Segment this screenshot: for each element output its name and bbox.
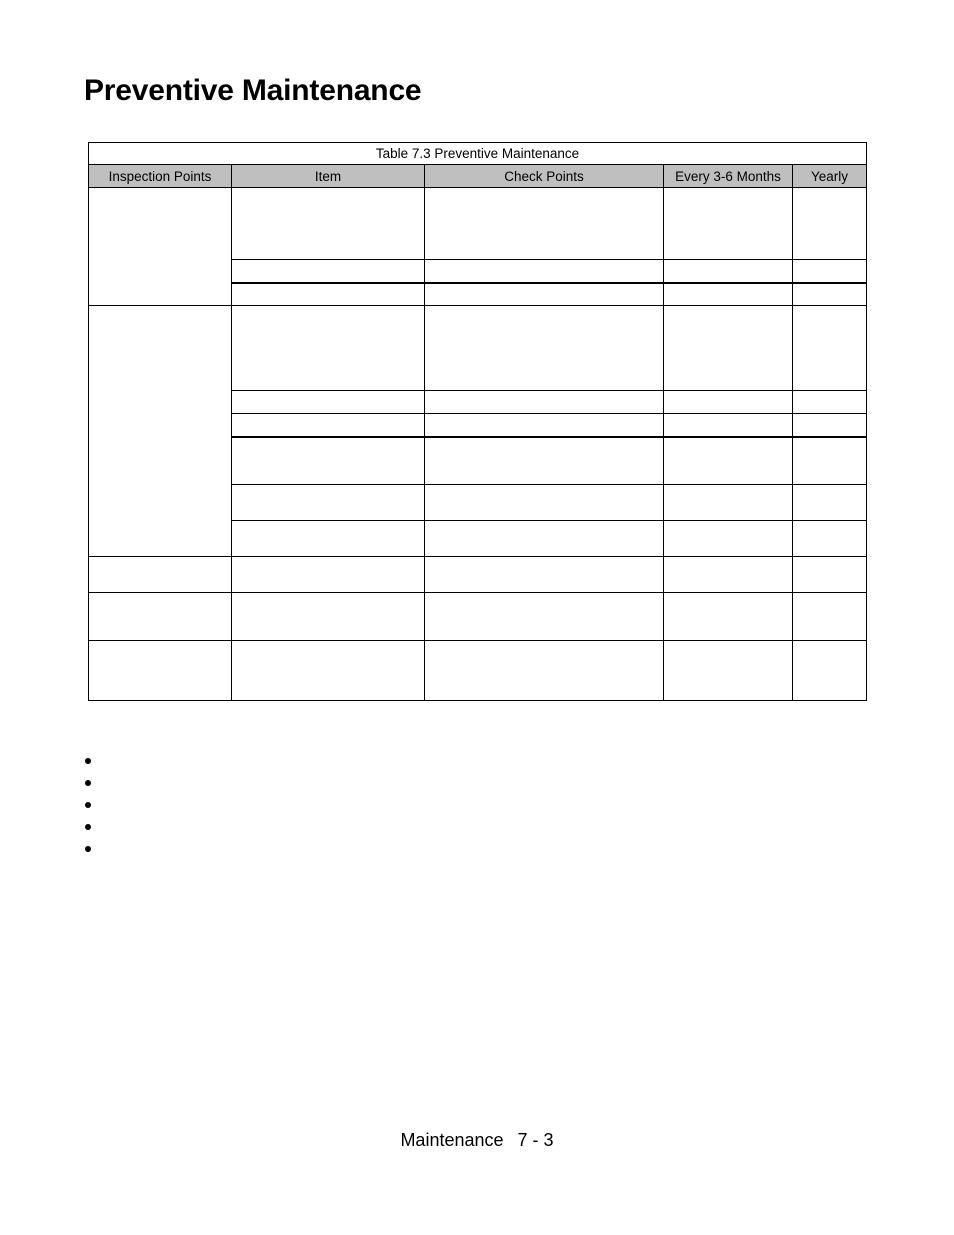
bullet-icon bbox=[85, 824, 91, 830]
table-row bbox=[89, 306, 867, 391]
table-row bbox=[89, 641, 867, 701]
table-cell bbox=[232, 521, 425, 557]
table-header-row bbox=[89, 165, 867, 188]
table-cell bbox=[232, 391, 425, 414]
table-cell bbox=[793, 188, 867, 260]
table-cell bbox=[664, 283, 793, 306]
header-every-3-6-months: Every 3-6 Months bbox=[664, 165, 793, 188]
list-item bbox=[84, 816, 104, 838]
bullet-icon bbox=[85, 802, 91, 808]
table-cell bbox=[664, 593, 793, 641]
table-cell bbox=[425, 391, 664, 414]
table-cell bbox=[232, 188, 425, 260]
table-cell bbox=[793, 306, 867, 391]
table-cell bbox=[425, 306, 664, 391]
table-cell bbox=[232, 641, 425, 701]
table-row bbox=[89, 557, 867, 593]
table-row bbox=[89, 188, 867, 260]
table-cell bbox=[232, 485, 425, 521]
page-footer bbox=[0, 1130, 954, 1151]
list-item bbox=[84, 772, 104, 794]
table-row bbox=[89, 593, 867, 641]
table-cell bbox=[664, 391, 793, 414]
table-cell bbox=[793, 391, 867, 414]
table-cell bbox=[664, 521, 793, 557]
table-cell bbox=[793, 260, 867, 283]
table-cell bbox=[664, 557, 793, 593]
table-cell bbox=[793, 557, 867, 593]
table-cell bbox=[664, 437, 793, 485]
table-cell bbox=[425, 283, 664, 306]
table-cell bbox=[664, 306, 793, 391]
table-cell bbox=[664, 641, 793, 701]
page-number: 7 - 3 bbox=[517, 1130, 554, 1150]
list-item bbox=[84, 794, 104, 816]
table-cell bbox=[425, 557, 664, 593]
preventive-maintenance-table bbox=[88, 142, 867, 701]
header-inspection-points: Inspection Points bbox=[89, 165, 232, 188]
table-cell bbox=[89, 557, 232, 593]
table-cell bbox=[425, 521, 664, 557]
table-cell bbox=[664, 188, 793, 260]
table-cell bbox=[793, 521, 867, 557]
table-cell bbox=[232, 306, 425, 391]
list-item bbox=[84, 750, 104, 772]
table-cell bbox=[425, 437, 664, 485]
table-cell bbox=[89, 641, 232, 701]
footer-section: Maintenance bbox=[400, 1130, 504, 1150]
table-cell bbox=[425, 188, 664, 260]
table-cell bbox=[425, 641, 664, 701]
table-cell bbox=[232, 283, 425, 306]
bullet-list bbox=[84, 750, 104, 860]
page-title: Preventive Maintenance bbox=[84, 74, 422, 107]
table-cell bbox=[89, 188, 232, 306]
table-cell bbox=[793, 437, 867, 485]
bullet-icon bbox=[85, 846, 91, 852]
list-item bbox=[84, 838, 104, 860]
table-cell bbox=[664, 414, 793, 437]
table-cell bbox=[425, 414, 664, 437]
table-caption: Table 7.3 Preventive Maintenance bbox=[89, 143, 867, 165]
table-cell bbox=[793, 414, 867, 437]
table-cell bbox=[232, 437, 425, 485]
table-cell bbox=[664, 260, 793, 283]
header-check-points: Check Points bbox=[425, 165, 664, 188]
table-cell bbox=[425, 485, 664, 521]
table-cell bbox=[232, 557, 425, 593]
table-cell bbox=[89, 306, 232, 557]
table-cell bbox=[425, 260, 664, 283]
table-cell bbox=[425, 593, 664, 641]
table-cell bbox=[793, 485, 867, 521]
table-cell bbox=[793, 641, 867, 701]
bullet-icon bbox=[85, 758, 91, 764]
table-cell bbox=[793, 283, 867, 306]
table-cell bbox=[232, 414, 425, 437]
table-cell bbox=[89, 593, 232, 641]
table-cell bbox=[664, 485, 793, 521]
bullet-icon bbox=[85, 780, 91, 786]
header-item: Item bbox=[232, 165, 425, 188]
table-cell bbox=[232, 260, 425, 283]
table-cell bbox=[232, 593, 425, 641]
table-cell bbox=[793, 593, 867, 641]
header-yearly: Yearly bbox=[793, 165, 867, 188]
